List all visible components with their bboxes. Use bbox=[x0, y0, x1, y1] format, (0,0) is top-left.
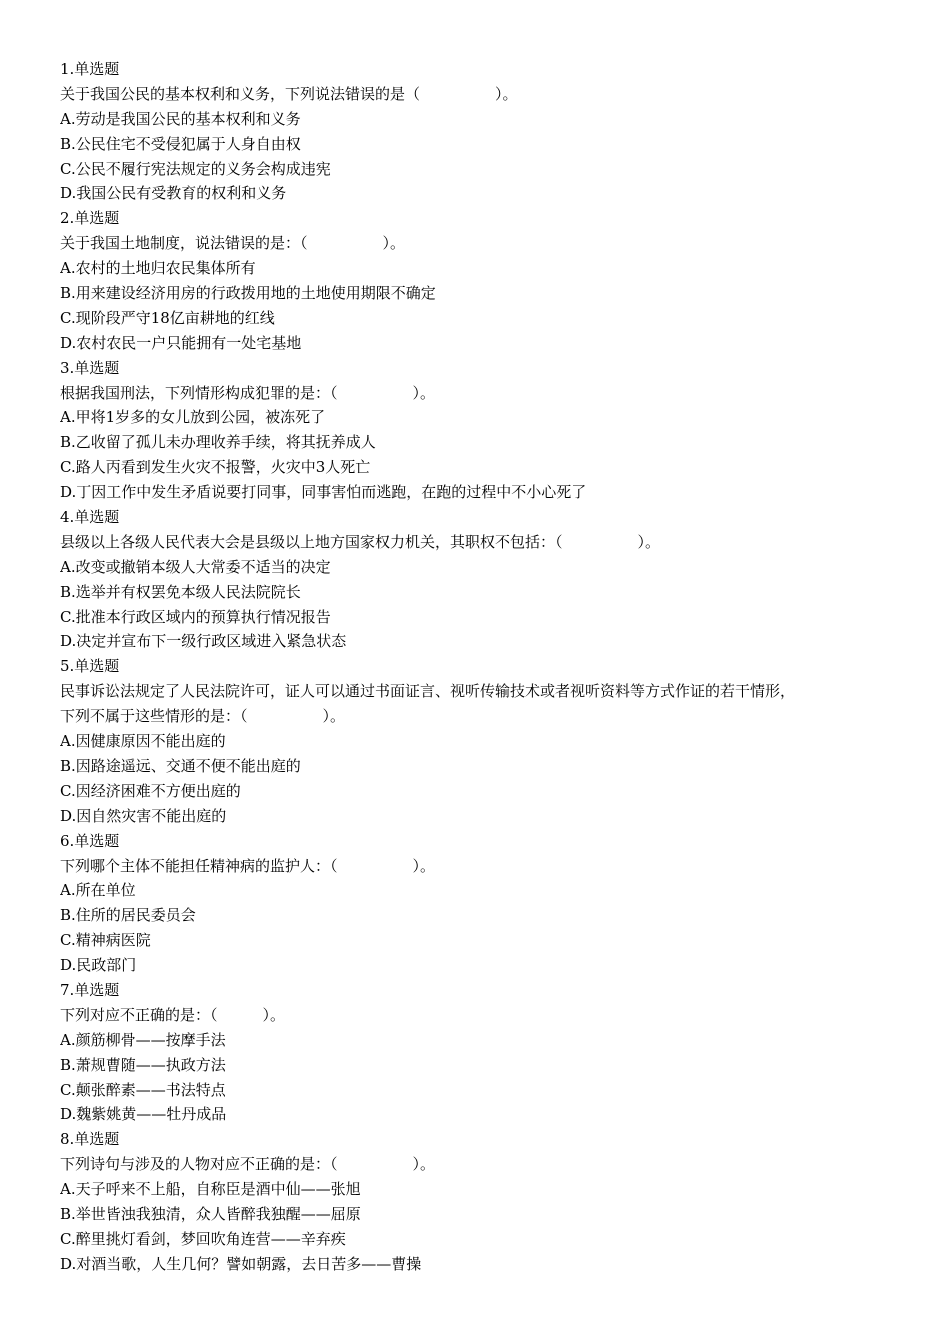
question-5 bbox=[60, 654, 890, 828]
option-d: D.农村农民一户只能拥有一处宅基地 bbox=[60, 333, 302, 352]
question-header: 5.单选题 bbox=[60, 657, 120, 676]
question-stem: 下列诗句与涉及的人物对应不正确的是：（ ）。 bbox=[60, 1155, 436, 1174]
option-a: A.天子呼来不上船，自称臣是酒中仙——张旭 bbox=[60, 1180, 361, 1199]
option-b: B.乙收留了孤儿未办理收养手续，将其抚养成人 bbox=[60, 433, 376, 452]
question-header: 7.单选题 bbox=[60, 980, 120, 999]
question-stem: 县级以上各级人民代表大会是县级以上地方国家权力机关，其职权不包括：（ ）。 bbox=[60, 532, 661, 551]
option-a: A.农村的土地归农民集体所有 bbox=[60, 259, 256, 278]
option-b: B.萧规曹随——执政方法 bbox=[60, 1055, 226, 1074]
question-7 bbox=[60, 978, 890, 1127]
option-d: D.决定并宣布下一级行政区域进入紧急状态 bbox=[60, 632, 347, 651]
option-c: C.醉里挑灯看剑，梦回吹角连营——辛弃疾 bbox=[60, 1229, 346, 1248]
option-b: B.举世皆浊我独清，众人皆醉我独醒——屈原 bbox=[60, 1204, 361, 1223]
question-stem-line-2: 下列不属于这些情形的是：（ ）。 bbox=[60, 707, 346, 726]
option-a: A.劳动是我国公民的基本权利和义务 bbox=[60, 109, 301, 128]
option-c: C.公民不履行宪法规定的义务会构成违宪 bbox=[60, 159, 331, 178]
option-b: B.公民住宅不受侵犯属于人身自由权 bbox=[60, 134, 301, 153]
option-d: D.因自然灾害不能出庭的 bbox=[60, 806, 227, 825]
question-stem: 关于我国土地制度，说法错误的是：（ ）。 bbox=[60, 234, 406, 253]
option-a: A.改变或撤销本级人大常委不适当的决定 bbox=[60, 557, 331, 576]
question-header: 1.单选题 bbox=[60, 60, 120, 78]
question-stem: 根据我国刑法，下列情形构成犯罪的是：（ ）。 bbox=[60, 383, 436, 402]
option-b: B.选举并有权罢免本级人民法院院长 bbox=[60, 582, 301, 601]
question-header: 4.单选题 bbox=[60, 508, 120, 527]
option-a: A.甲将1岁多的女儿放到公园，被冻死了 bbox=[60, 408, 326, 427]
option-c: C.路人丙看到发生火灾不报警，火灾中3人死亡 bbox=[60, 458, 371, 477]
question-3 bbox=[60, 356, 890, 505]
option-c: C.因经济困难不方便出庭的 bbox=[60, 781, 241, 800]
question-2 bbox=[60, 206, 890, 355]
question-6 bbox=[60, 829, 890, 978]
option-c: C.精神病医院 bbox=[60, 931, 151, 950]
question-stem: 关于我国公民的基本权利和义务，下列说法错误的是（ ）。 bbox=[60, 84, 518, 103]
question-header: 6.单选题 bbox=[60, 831, 120, 850]
option-a: A.颜筋柳骨——按摩手法 bbox=[60, 1030, 226, 1049]
option-c: C.批准本行政区域内的预算执行情况报告 bbox=[60, 607, 331, 626]
question-stem: 下列对应不正确的是：（ ）。 bbox=[60, 1005, 286, 1024]
question-8 bbox=[60, 1127, 890, 1276]
option-b: B.用来建设经济用房的行政拨用地的土地使用期限不确定 bbox=[60, 284, 436, 303]
option-a: A.因健康原因不能出庭的 bbox=[60, 732, 226, 751]
option-d: D.我国公民有受教育的权利和义务 bbox=[60, 184, 287, 203]
question-1 bbox=[60, 57, 890, 206]
option-c: C.颠张醉素——书法特点 bbox=[60, 1080, 226, 1099]
option-b: B.住所的居民委员会 bbox=[60, 906, 196, 925]
question-document bbox=[60, 57, 890, 1277]
question-4 bbox=[60, 505, 890, 654]
option-d: D.丁因工作中发生矛盾说要打同事，同事害怕而逃跑，在跑的过程中不小心死了 bbox=[60, 483, 587, 502]
option-c: C.现阶段严守18亿亩耕地的红线 bbox=[60, 308, 275, 327]
question-header: 8.单选题 bbox=[60, 1130, 120, 1149]
option-d: D.民政部门 bbox=[60, 956, 137, 975]
question-stem: 下列哪个主体不能担任精神病的监护人：（ ）。 bbox=[60, 856, 436, 875]
question-header: 3.单选题 bbox=[60, 358, 120, 377]
option-b: B.因路途遥远、交通不便不能出庭的 bbox=[60, 756, 301, 775]
option-d: D.魏紫姚黄——牡丹成品 bbox=[60, 1105, 227, 1124]
option-a: A.所在单位 bbox=[60, 881, 136, 900]
option-d: D.对酒当歌，人生几何？譬如朝露，去日苦多——曹操 bbox=[60, 1254, 422, 1273]
question-stem-line-1: 民事诉讼法规定了人民法院许可，证人可以通过书面证言、视听传输技术或者视听资料等方式作证的若干情形， bbox=[60, 682, 796, 701]
question-header: 2.单选题 bbox=[60, 209, 120, 228]
